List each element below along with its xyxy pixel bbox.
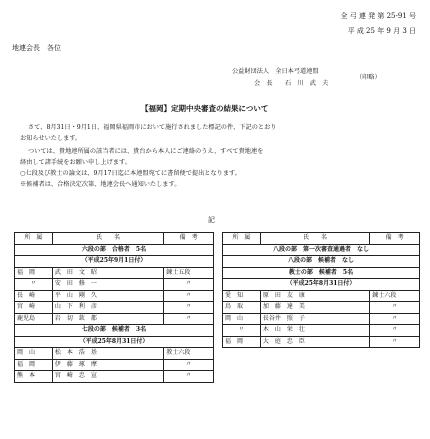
name: 宮 崎 忠 宣 bbox=[52, 371, 163, 383]
section-title: 教士の部 候補者 5名 bbox=[223, 267, 420, 279]
remarks: 〃 bbox=[164, 371, 214, 383]
name: 原 田 友 康 bbox=[260, 290, 369, 302]
name: 松 本 浩 基 bbox=[52, 348, 163, 360]
section-date: （平成25年9月1日付） bbox=[15, 256, 214, 268]
name: 長谷井 照 子 bbox=[260, 313, 369, 325]
seal-omitted: （印略） bbox=[356, 74, 381, 81]
right-header-row bbox=[223, 233, 420, 245]
sender-name: 石 川 武 夫 bbox=[285, 80, 329, 87]
affiliation: 福 岡 bbox=[15, 267, 53, 279]
table-row bbox=[15, 371, 214, 383]
remarks: 錬士五段 bbox=[164, 267, 214, 279]
table-row bbox=[223, 336, 420, 348]
name: 平 山 剛 久 bbox=[52, 290, 163, 302]
affiliation: 岡 山 bbox=[223, 313, 261, 325]
section-title: 七段の部 候補者 3名 bbox=[15, 325, 214, 337]
body-line-3: ついては、貴地連所属の該当者には、貴台から本人にご連絡のうえ、すべて貴地連を bbox=[28, 148, 264, 155]
remarks: 〃 bbox=[370, 313, 420, 325]
table-row bbox=[15, 348, 214, 360]
table-row bbox=[15, 313, 214, 325]
affiliation: 福 岡 bbox=[223, 336, 261, 348]
section-title: 八段の部 候補者 なし bbox=[223, 256, 420, 268]
header-name: 氏 名 bbox=[52, 233, 163, 245]
remarks: 〃 bbox=[164, 290, 214, 302]
sender-organization: 公益財団法人 全日本弓道連盟 bbox=[232, 68, 319, 75]
affiliation: 福 岡 bbox=[15, 359, 53, 371]
remarks: 錬士六段 bbox=[370, 290, 420, 302]
sender-role: 会 長 bbox=[254, 80, 273, 87]
remarks: 教士六段 bbox=[164, 348, 214, 360]
body-line-1: さて、8月31日・9月1日、福岡県福岡市において施行されました標記の件、下記のとおり bbox=[28, 124, 277, 131]
header-name: 氏 名 bbox=[260, 233, 369, 245]
section-date: （平成25年8月31日付） bbox=[15, 336, 214, 348]
table-row bbox=[15, 359, 214, 371]
name: 武 田 文 昭 bbox=[52, 267, 163, 279]
remarks: 〃 bbox=[164, 313, 214, 325]
affiliation: 鳥 取 bbox=[223, 302, 261, 314]
name: 木 山 栄 壮 bbox=[260, 325, 369, 337]
table-row bbox=[223, 325, 420, 337]
remarks: 〃 bbox=[164, 359, 214, 371]
affiliation: 長 崎 bbox=[15, 290, 53, 302]
name: 加 藤 達 美 bbox=[260, 302, 369, 314]
body-line-2: お知らせいたします。 bbox=[20, 135, 82, 142]
remarks: 〃 bbox=[164, 279, 214, 291]
remarks: 〃 bbox=[370, 325, 420, 337]
name: 大 庭 忠 臣 bbox=[260, 336, 369, 348]
affiliation: 宮 崎 bbox=[15, 302, 53, 314]
document-number: 全 弓 連 発 第 25-91 号 bbox=[340, 12, 416, 20]
table-row bbox=[15, 290, 214, 302]
body-line-5: ○七段及び教士の論文は、9月17日迄に本連盟宛てに書留便で提出となります。 bbox=[20, 170, 241, 177]
header-affiliation: 所 属 bbox=[15, 233, 53, 245]
document-title: 【福岡】定期中央審査の結果について bbox=[141, 104, 269, 113]
table-row bbox=[15, 302, 214, 314]
left-header-row bbox=[15, 233, 214, 245]
left-roster-table bbox=[14, 232, 214, 383]
name: 伊 藤 琢 摩 bbox=[52, 359, 163, 371]
header-affiliation: 所 属 bbox=[223, 233, 261, 245]
table-row bbox=[15, 267, 214, 279]
body-line-6: ※候補者は、合格決定次第、地連会長へ通知いたします。 bbox=[20, 181, 181, 188]
header-remarks: 備 考 bbox=[370, 233, 420, 245]
affiliation: 熊 本 bbox=[15, 371, 53, 383]
body-line-4: 経由して諸手続をお願い申し上げます。 bbox=[20, 159, 131, 166]
name: 安 田 修 一 bbox=[52, 279, 163, 291]
table-row bbox=[223, 290, 420, 302]
affiliation: 愛 知 bbox=[223, 290, 261, 302]
table-row bbox=[223, 302, 420, 314]
section-title: 六段の部 合格者 5名 bbox=[15, 244, 214, 256]
affiliation: 〃 bbox=[15, 279, 53, 291]
header-remarks: 備 考 bbox=[164, 233, 214, 245]
addressee: 地連会長 各位 bbox=[12, 44, 61, 52]
table-row bbox=[223, 313, 420, 325]
section-title: 八段の部 第一次審査通過者 なし bbox=[223, 244, 420, 256]
ki-heading: 記 bbox=[208, 216, 215, 224]
section-date: （平成25年8月31日付） bbox=[223, 279, 420, 291]
affiliation: 岡 山 bbox=[15, 348, 53, 360]
right-roster-table bbox=[222, 232, 420, 348]
affiliation: 〃 bbox=[223, 325, 261, 337]
remarks: 〃 bbox=[370, 336, 420, 348]
document-date: 平 成 25 年 9 月 3 日 bbox=[347, 27, 416, 35]
name: 岩 切 欽 都 bbox=[52, 313, 163, 325]
name: 山 下 利 彦 bbox=[52, 302, 163, 314]
remarks: 〃 bbox=[370, 302, 420, 314]
remarks: 〃 bbox=[164, 302, 214, 314]
affiliation: 鹿児島 bbox=[15, 313, 53, 325]
table-row bbox=[15, 279, 214, 291]
